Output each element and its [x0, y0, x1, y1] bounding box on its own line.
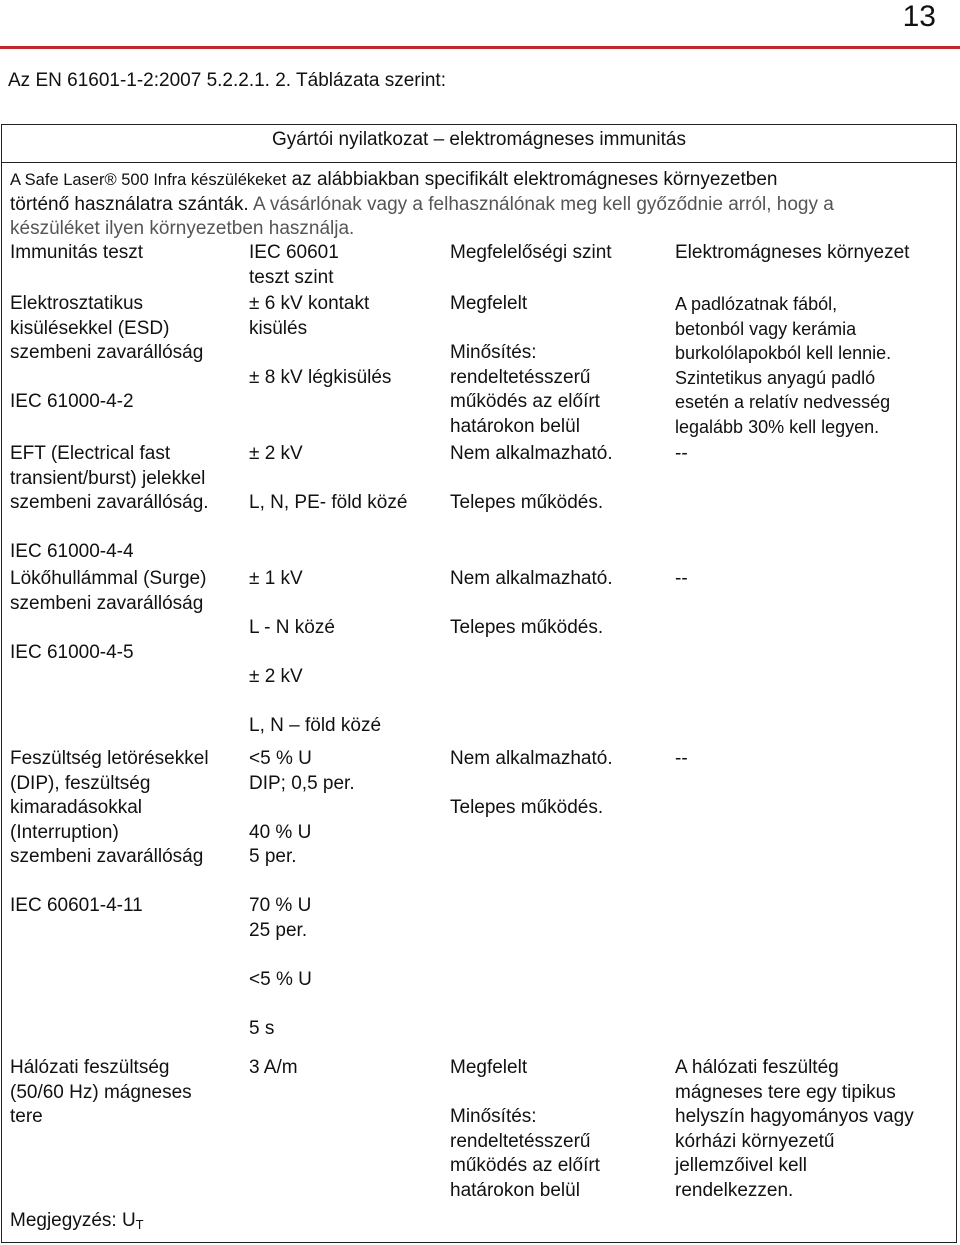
- dip-level: <5 % U DIP; 0,5 per. 40 % U 5 per. 70 % U 25 per. <5 % U 5 s: [249, 748, 355, 1039]
- surge-level: ± 1 kV L - N közé ± 2 kV L, N – föld közé: [249, 568, 382, 736]
- product-name: A Safe Laser® 500 Infra készülékeket: [10, 171, 287, 189]
- note-label: Megjegyzés: U: [10, 1210, 136, 1231]
- eft-test: EFT (Electrical fast transient/burst) jelekkel szembeni zavarállóság. IEC 61000-4-4: [10, 443, 209, 562]
- header-environment: Elektromágneses környezet: [675, 242, 910, 263]
- table-note: [10, 1210, 144, 1232]
- esd-compliance: Megfelelt Minősítés: rendeltetésszerű működés az előírt határokon belül: [450, 293, 600, 437]
- esd-test: Elektrosztatikus kisülésekkel (ESD) szembeni zavarállóság IEC 61000-4-2: [10, 293, 204, 412]
- table-title: Gyártói nyilatkozat – elektromágneses immunitás: [272, 129, 686, 150]
- magnetic-compliance: Megfelelt Minősítés: rendeltetésszerű működés az előírt határokon belül: [450, 1057, 600, 1201]
- table-description: [10, 168, 950, 242]
- magnetic-test: Hálózati feszültség (50/60 Hz) mágneses tere: [10, 1057, 192, 1127]
- note-subscript: T: [135, 1217, 144, 1232]
- surge-test: Lökőhullámmal (Surge) szembeni zavarállóság IEC 61000-4-5: [10, 568, 207, 663]
- surge-compliance: Nem alkalmazható. Telepes működés.: [450, 568, 613, 638]
- intro-text: Az EN 61601-1-2:2007 5.2.2.1. 2. Táblázata szerint:: [8, 70, 446, 91]
- page-number: 13: [902, 0, 936, 33]
- dip-environment: --: [675, 748, 688, 769]
- magnetic-level: 3 A/m: [249, 1057, 298, 1078]
- desc-part1: az alábbiakban specifikált elektromágneses környezetben: [291, 169, 778, 190]
- esd-environment: A padlózatnak fából, betonból vagy kerámia burkolólapokból kell lennie. Szintetikus anyagú padló esetén a relatív nedvesség legalább 30% kell legyen.: [675, 294, 892, 437]
- declaration-table: [1, 124, 957, 1243]
- dip-test: Feszültség letörésekkel (DIP), feszültség kimaradásokkal (Interruption) szembeni zavarállóság IEC 60601-4-11: [10, 748, 209, 916]
- eft-environment: --: [675, 443, 688, 464]
- header-compliance: Megfelelőségi szint: [450, 242, 612, 263]
- surge-environment: --: [675, 568, 688, 589]
- magnetic-environment: A hálózati feszültég mágneses tere egy tipikus helyszín hagyományos vagy kórházi környezetű jellemzőivel kell rendelkezzen.: [675, 1057, 914, 1201]
- esd-level: ± 6 kV kontakt kisülés ± 8 kV légkisülés: [249, 293, 392, 388]
- header-accent-line: [0, 46, 960, 49]
- desc-part2a: történő használatra szánták.: [10, 193, 249, 215]
- header-immunity-test: Immunitás teszt: [10, 242, 144, 263]
- dip-compliance: Nem alkalmazható. Telepes működés.: [450, 748, 613, 818]
- title-divider: [2, 162, 956, 163]
- eft-level: ± 2 kV L, N, PE- föld közé: [249, 443, 408, 513]
- header-test-level: IEC 60601 teszt szint: [249, 242, 339, 288]
- desc-part3: készüléket ilyen környezetben használja.: [10, 218, 355, 239]
- eft-compliance: Nem alkalmazható. Telepes működés.: [450, 443, 613, 513]
- desc-part2b: A vásárlónak vagy a felhasználónak meg kell győződnie arról, hogy a: [252, 193, 834, 215]
